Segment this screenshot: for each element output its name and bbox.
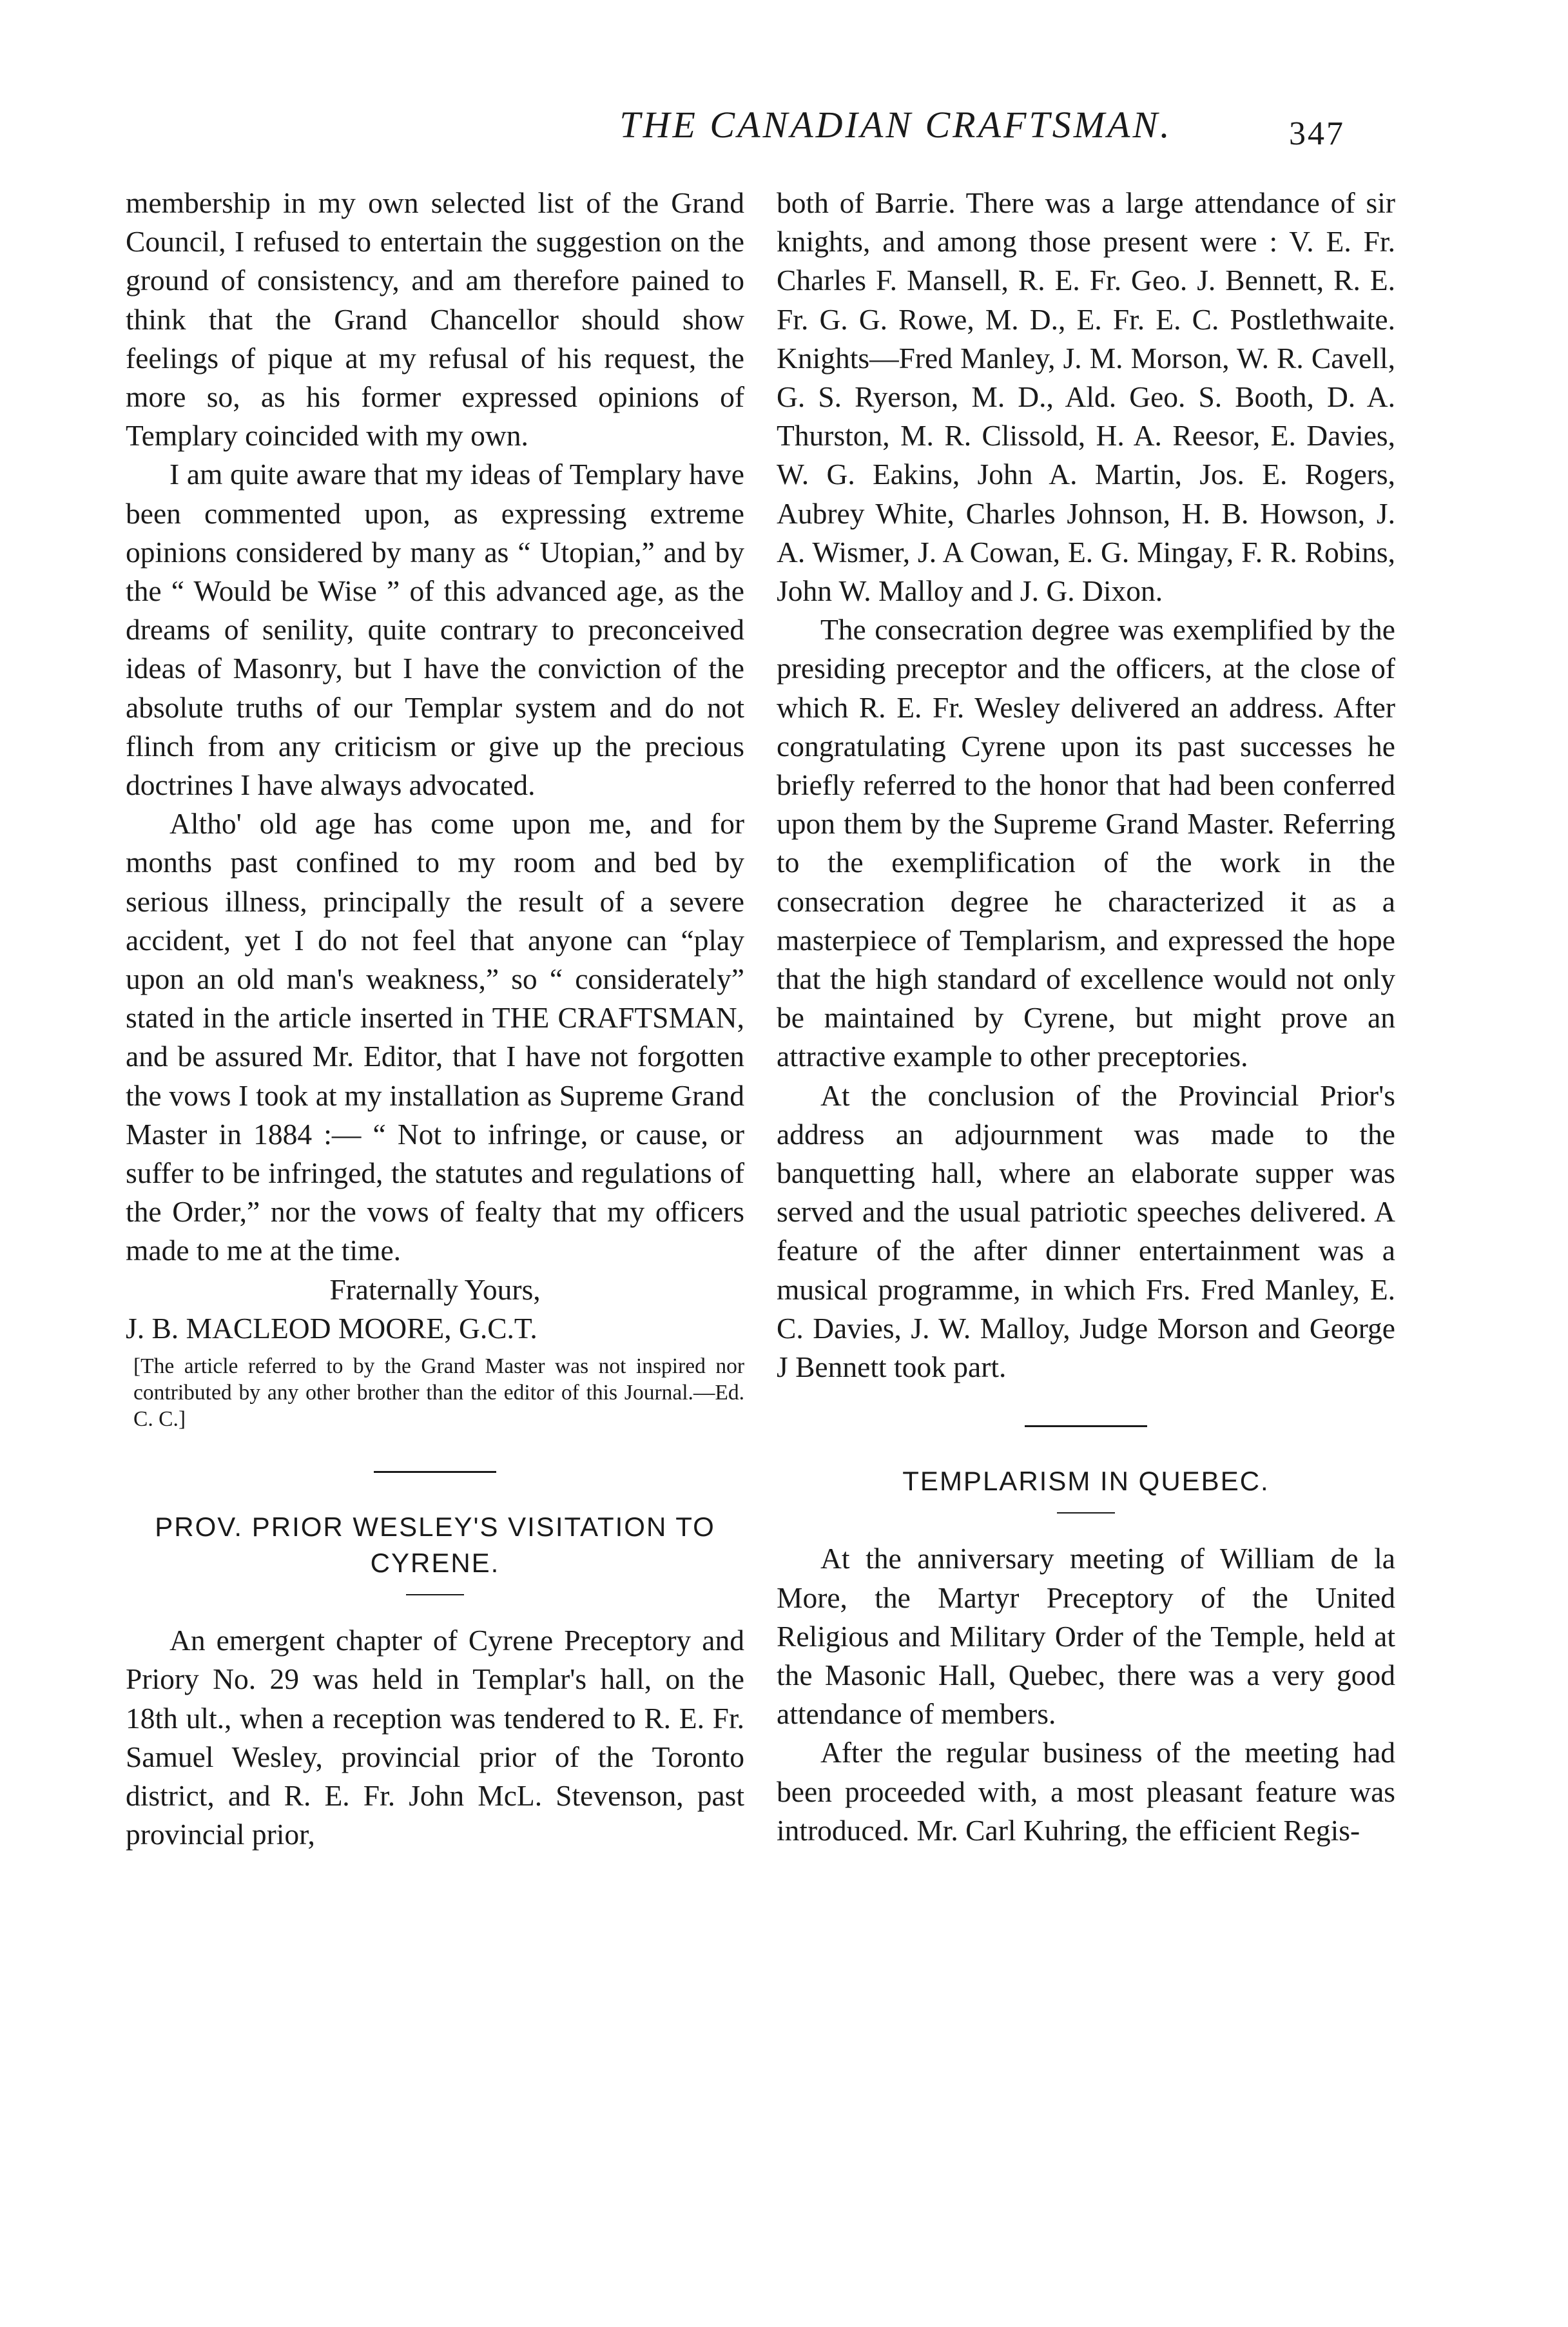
body-paragraph: At the anniversary meeting of William de la More, the Martyr Preceptory of the United Religious and Military Order of the Temple, held at the Masonic Hall, Quebec, there was a very good attendance of members. [777,1542,1395,1731]
body-paragraph: An emergent chapter of Cyrene Preceptory and Priory No. 29 was held in Templar's hall, on the 18th ult., when a reception was tendered to R. E. Fr. Samuel Wesley, provincial prior of the Toronto district, and R. E. Fr. John McL. Stevenson, past provincial prior, [126,1624,744,1851]
letter-closing: Fraternally Yours, [329,1272,541,1306]
body-paragraph: At the conclusion of the Provincial Prior's address an adjournment was made to the banquetting hall, where an elaborate supper was served and the usual patriotic speeches delivered. A feature of the after dinner entertainment was a musical programme, in which Frs. Fred Manley, E. C. Davies, J. W. Malloy, Judge Morson and George J Bennett took part. [777,1078,1395,1384]
article-heading: PROV. PRIOR WESLEY'S VISITATION TO CYRENE. [155,1512,715,1579]
left-column [126,184,744,1854]
letter-signature: J. B. MACLEOD MOORE, G.C.T. [126,1311,537,1345]
right-column [777,184,1395,1850]
article-heading: TEMPLARISM IN QUEBEC. [902,1466,1270,1497]
page-number: 347 [1289,115,1345,152]
section-divider [1025,1425,1147,1427]
body-paragraph: Altho' old age has come upon me, and for months past confined to my room and bed by serious illness, principally the result of a severe accident, yet I do not feel that anyone can “play upon an old man's weakness,” so “ considerately” stated in the article inserted in THE CRAFTSMAN, and be assured Mr. Editor, that I have not forgotten the vows I took at my installation as Supreme Grand Master in 1884 :— “ Not to infringe, or cause, or suffer to be infringed, the statutes and regulations of the Order,” nor the vows of fealty that my officers made to me at the time. [126,807,744,1267]
body-paragraph: membership in my own selected list of the Grand Council, I refused to entertain the suggestion on the ground of consistency, and am therefore pained to think that the Grand Chancellor should show feelings of pique at my refusal of his request, the more so, as his former expressed opinions of Templary coincided with my own. [126,186,744,453]
section-divider [374,1471,496,1473]
running-title: THE CANADIAN CRAFTSMAN. [619,104,1172,146]
body-paragraph: After the regular business of the meeting had been proceeded with, a most pleasant feature was introduced. Mr. Carl Kuhring, the efficient Regis- [777,1736,1395,1847]
body-paragraph: I am quite aware that my ideas of Templary have been commented upon, as expressing extreme opinions considered by many as “ Utopian,” and by the “ Would be Wise ” of this advanced age, as the dreams of senility, quite contrary to preconceived ideas of Masonry, but I have the conviction of the absolute truths of our Templar system and do not flinch from any criticism or give up the precious doctrines I have always advocated. [126,458,744,802]
editor-note: [The article referred to by the Grand Master was not inspired nor contributed by any other brother than the editor of this Journal.—Ed. C. C.] [133,1354,744,1432]
body-paragraph: both of Barrie. There was a large attendance of sir knights, and among those present were : V. E. Fr. Charles F. Mansell, R. E. Fr. Geo. J. Bennett, R. E. Fr. G. G. Rowe, M. D., E. Fr. E. C. Postlethwaite. Knights—Fred Manley, J. M. Morson, W. R. Cavell, G. S. Ryerson, M. D., Ald. Geo. S. Booth, D. A. Thurston, M. R. Clissold, H. A. Reesor, E. Davies, W. G. Eakins, John A. Martin, Jos. E. Rogers, Aubrey White, Charles Johnson, H. B. Howson, J. A. Wismer, J. A Cowan, E. G. Mingay, F. R. Robins, John W. Malloy and J. G. Dixon. [777,186,1395,608]
heading-underline [406,1594,464,1595]
heading-underline [1057,1512,1115,1514]
body-paragraph: The consecration degree was exemplified by the presiding preceptor and the officers, at the close of which R. E. Fr. Wesley delivered an address. After congratulating Cyrene upon its past successes he briefly referred to the honor that had been conferred upon them by the Supreme Grand Master. Referring to the exemplification of the work in the consecration degree he characterized it as a masterpiece of Templarism, and expressed the hope that the high standard of excellence would not only be maintained by Cyrene, but might prove an attractive example to other preceptories. [777,613,1395,1073]
